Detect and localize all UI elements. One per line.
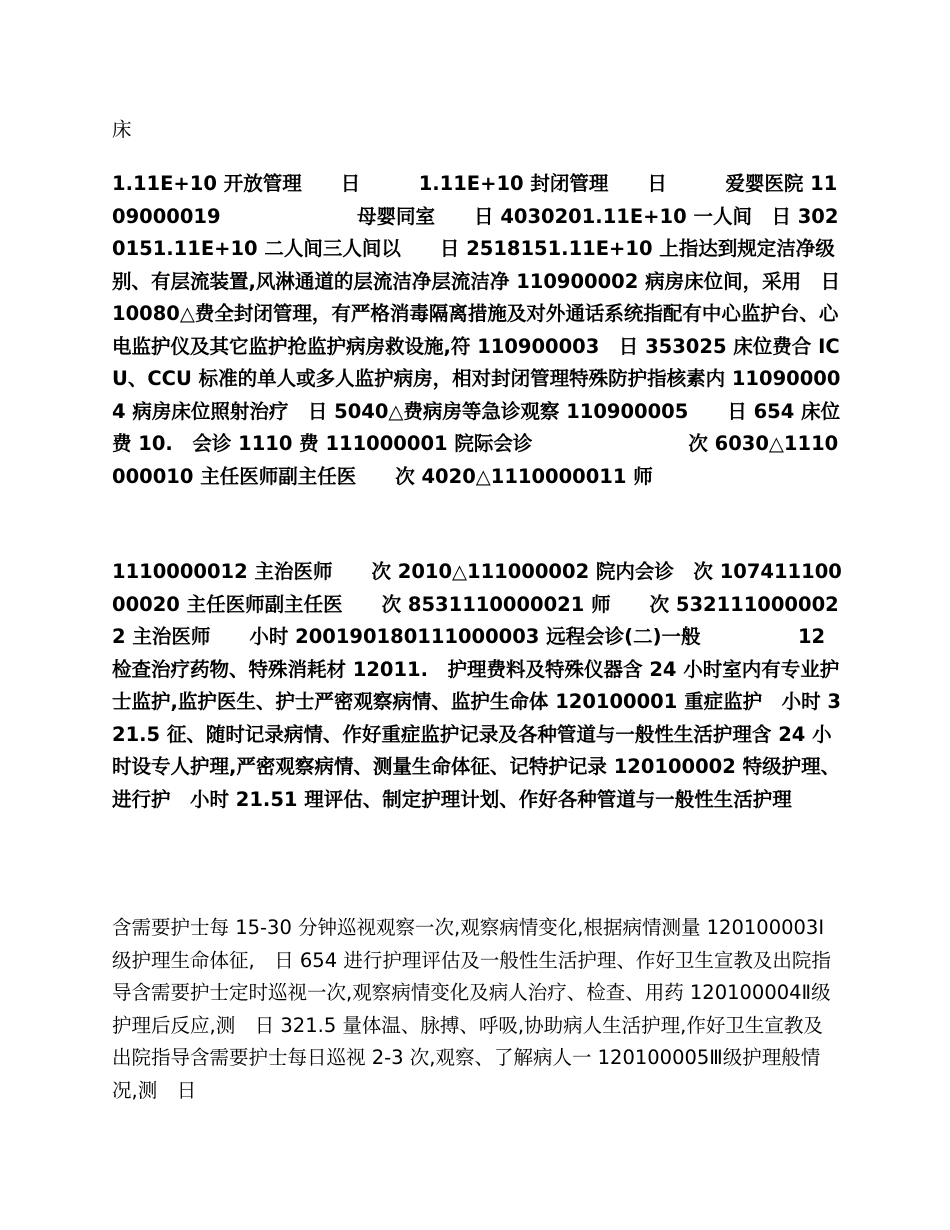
fee-paragraph-bed-consultation: 1.11E+10 开放管理 日 1.11E+10 封闭管理 日 爱婴医院 1109000019 母婴同室 日 4030201.11E+10 一人间 日 3020151.11E+10 二人间三人间以 日 2518151.11E+10 上指达到规定洁净级别、有层流装置,风淋通道的层流洁净层流洁净 110900002 病房床位间，采用 日 10080△费全封闭管理，有严格消毒隔离措施及对外通话系统指配有中心监护台、心电监护仪及其它监护抢监护病房救设施,符 110900003 日 353025 床位费合 ICU、CCU 标准的单人或多人监护病房，相对封闭管理特殊防护指核素内 110900004 病房床位照射治疗 日 5040△费病房等急诊观察 110900005 日 654 床位费 10. 会诊 1110 费 111000001 院际会诊 次 6030△1110000010 主任医师副主任医 次 4020△1110000011 师 [112,172,841,488]
fee-paragraph-nursing-levels: 含需要护士每 15-30 分钟巡视观察一次,观察病情变化,根据病情测量 120100003Ⅰ级护理生命体征, 日 654 进行护理评估及一般性生活护理、作好卫生宣教及出院指导含需要护士定时巡视一次,观察病情变化及病人治疗、检查、用药 120100004Ⅱ级护理后反应,测 日 321.5 量体温、脉搏、呼吸,协助病人生活护理,作好卫生宣教及出院指导含需要护士每日巡视 2-3 次,观察、了解病人一 120100005Ⅲ级护理般情况,测 日 [112,916,831,1102]
page-heading: 床 [112,118,132,141]
fee-paragraph-consultation-nursing: 1110000012 主治医师 次 2010△111000002 院内会诊 次 10741110000020 主任医师副主任医 次 8531110000021 师 次 5321110000022 主治医师 小时 200190180111000003 远程会诊(二)一般 12 检查治疗药物、特殊消耗材 12011. 护理费料及特殊仪器含 24 小时室内有专业护士监护,监护医生、护士严密观察病情、监护生命体 120100001 重症监护 小时 321.5 征、随时记录病情、作好重症监护记录及各种管道与一般性生活护理含 24 小时设专人护理,严密观察病情、测量生命体征、记特护记录 120100002 特级护理、进行护 小时 21.51 理评估、制定护理计划、作好各种管道与一般性生活护理 [112,560,842,811]
